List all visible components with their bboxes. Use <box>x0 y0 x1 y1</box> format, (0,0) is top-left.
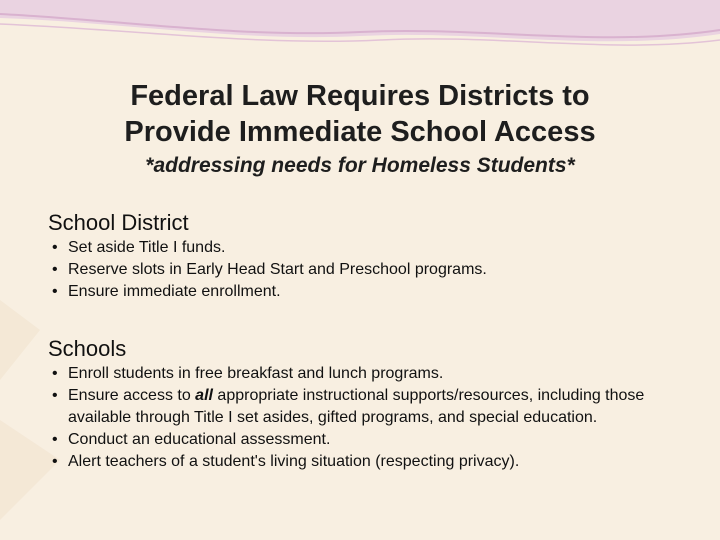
bullet-text: Alert teachers of a student's living situation (respecting privacy). <box>68 453 520 470</box>
section-heading-schools: Schools <box>48 336 127 361</box>
list-item <box>50 237 680 259</box>
bullet-icon: • <box>52 283 58 300</box>
bullet-text: Conduct an educational assessment. <box>68 431 331 448</box>
slide-subtitle: *addressing needs for Homeless Students* <box>145 154 575 177</box>
list-item <box>50 385 680 429</box>
bullet-icon: • <box>52 365 58 382</box>
title-line-1: Federal Law Requires Districts to <box>130 80 590 112</box>
bullet-text-pre: Ensure access to <box>68 387 196 404</box>
bullet-icon: • <box>52 387 58 404</box>
school-district-bullet-list <box>50 237 680 303</box>
schools-bullet-list <box>50 363 680 473</box>
slide-title <box>40 78 680 150</box>
list-item <box>50 363 680 385</box>
bullet-text: Ensure immediate enrollment. <box>68 283 281 300</box>
section-heading-school-district: School District <box>48 210 189 235</box>
list-item <box>50 259 680 281</box>
title-line-2: Provide Immediate School Access <box>124 116 596 148</box>
list-item <box>50 451 680 473</box>
bullet-icon: • <box>52 431 58 448</box>
bullet-text: Reserve slots in Early Head Start and Preschool programs. <box>68 261 487 278</box>
bullet-icon: • <box>52 453 58 470</box>
bullet-icon: • <box>52 261 58 278</box>
bullet-text: Enroll students in free breakfast and lunch programs. <box>68 365 444 382</box>
list-item <box>50 429 680 451</box>
bullet-icon: • <box>52 239 58 256</box>
list-item <box>50 281 680 303</box>
bullet-text-emphasis: all <box>195 387 213 404</box>
bullet-text: Set aside Title I funds. <box>68 239 226 256</box>
bullet-text-post: appropriate instructional supports/resources, including those available through Title I set asides, gifted programs, and special education. <box>68 387 645 426</box>
